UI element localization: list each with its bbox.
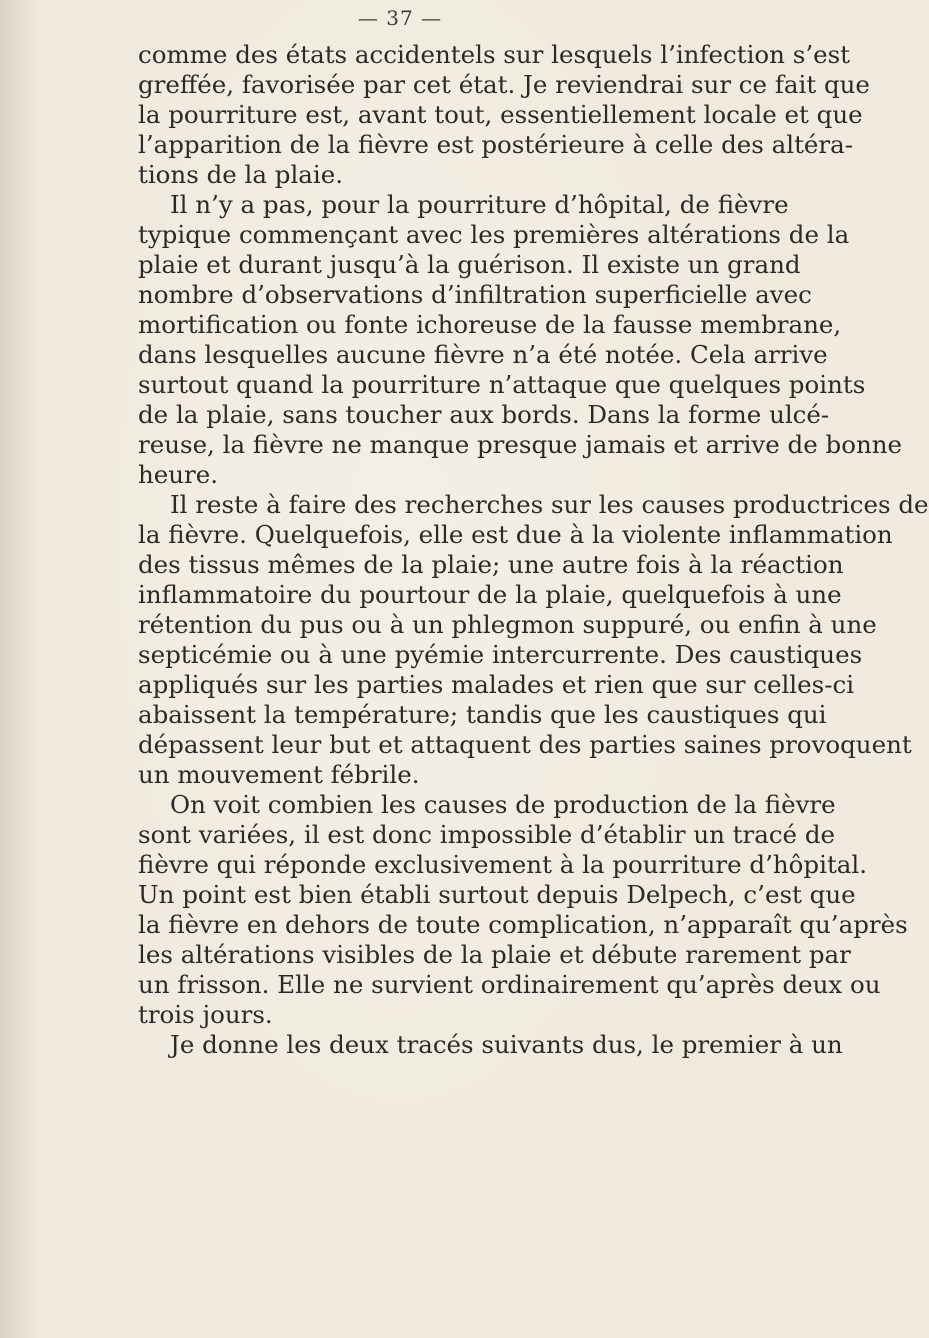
text-line: inflammatoire du pourtour de la plaie, quelquefois à une: [138, 580, 842, 609]
text-line: Je donne les deux tracés suivants dus, le premier à un: [170, 1030, 843, 1059]
text-line: la pourriture est, avant tout, essentiellement locale et que: [138, 100, 863, 129]
text-line: heure.: [138, 460, 219, 489]
text-line: reuse, la fièvre ne manque presque jamais et arrive de bonne: [138, 430, 903, 459]
paragraph-3: [138, 490, 929, 790]
text-line: greffée, favorisée par cet état. Je reviendrai sur ce fait que: [138, 70, 870, 99]
text-line: des tissus mêmes de la plaie; une autre fois à la réaction: [138, 550, 844, 579]
text-line: sont variées, il est donc impossible d’établir un tracé de: [138, 820, 836, 849]
text-line: trois jours.: [138, 1000, 273, 1029]
text-line: appliqués sur les parties malades et rien que sur celles-ci: [138, 670, 855, 699]
text-line: mortification ou fonte ichoreuse de la fausse membrane,: [138, 310, 842, 339]
text-line: On voit combien les causes de production de la fièvre: [170, 790, 836, 819]
paragraph-2: [138, 190, 903, 490]
text-line: rétention du pus ou à un phlegmon suppuré, ou enfin à une: [138, 610, 877, 639]
text-line: Un point est bien établi surtout depuis Delpech, c’est que: [138, 880, 856, 909]
text-line: comme des états accidentels sur lesquels l’infection s’est: [138, 40, 851, 69]
text-line: fièvre qui réponde exclusivement à la pourriture d’hôpital.: [138, 850, 868, 879]
text-line: septicémie ou à une pyémie intercurrente. Des caustiques: [138, 640, 863, 669]
text-line: typique commençant avec les premières altérations de la: [138, 220, 850, 249]
text-line: les altérations visibles de la plaie et débute rarement par: [138, 940, 851, 969]
paragraph-4: [138, 790, 908, 1030]
text-line: abaissent la température; tandis que les caustiques qui: [138, 700, 827, 729]
text-line: tions de la plaie.: [138, 160, 344, 189]
text-line: nombre d’observations d’infiltration superficielle avec: [138, 280, 812, 309]
binding-shadow: [0, 0, 40, 1338]
text-line: plaie et durant jusqu’à la guérison. Il existe un grand: [138, 250, 801, 279]
text-line: un frisson. Elle ne survient ordinairement qu’après deux ou: [138, 970, 881, 999]
text-line: Il n’y a pas, pour la pourriture d’hôpital, de fièvre: [170, 190, 789, 219]
text-line: de la plaie, sans toucher aux bords. Dans la forme ulcé-: [138, 400, 830, 429]
text-line: la fièvre. Quelquefois, elle est due à la violente inflammation: [138, 520, 893, 549]
text-line: l’apparition de la fièvre est postérieure à celle des altéra-: [138, 130, 854, 159]
page-number: — 37 —: [357, 6, 443, 30]
paragraph-1: [138, 40, 870, 190]
text-line: surtout quand la pourriture n’attaque que quelques points: [138, 370, 866, 399]
text-line: dans lesquelles aucune fièvre n’a été notée. Cela arrive: [138, 340, 828, 369]
text-line: dépassent leur but et attaquent des parties saines provoquent: [138, 730, 912, 759]
text-line: Il reste à faire des recherches sur les causes productrices de: [170, 490, 929, 519]
paragraph-5: [138, 1030, 843, 1060]
text-line: un mouvement fébrile.: [138, 760, 420, 789]
text-line: la fièvre en dehors de toute complication, n’apparaît qu’après: [138, 910, 908, 939]
body-text: [138, 40, 929, 1060]
